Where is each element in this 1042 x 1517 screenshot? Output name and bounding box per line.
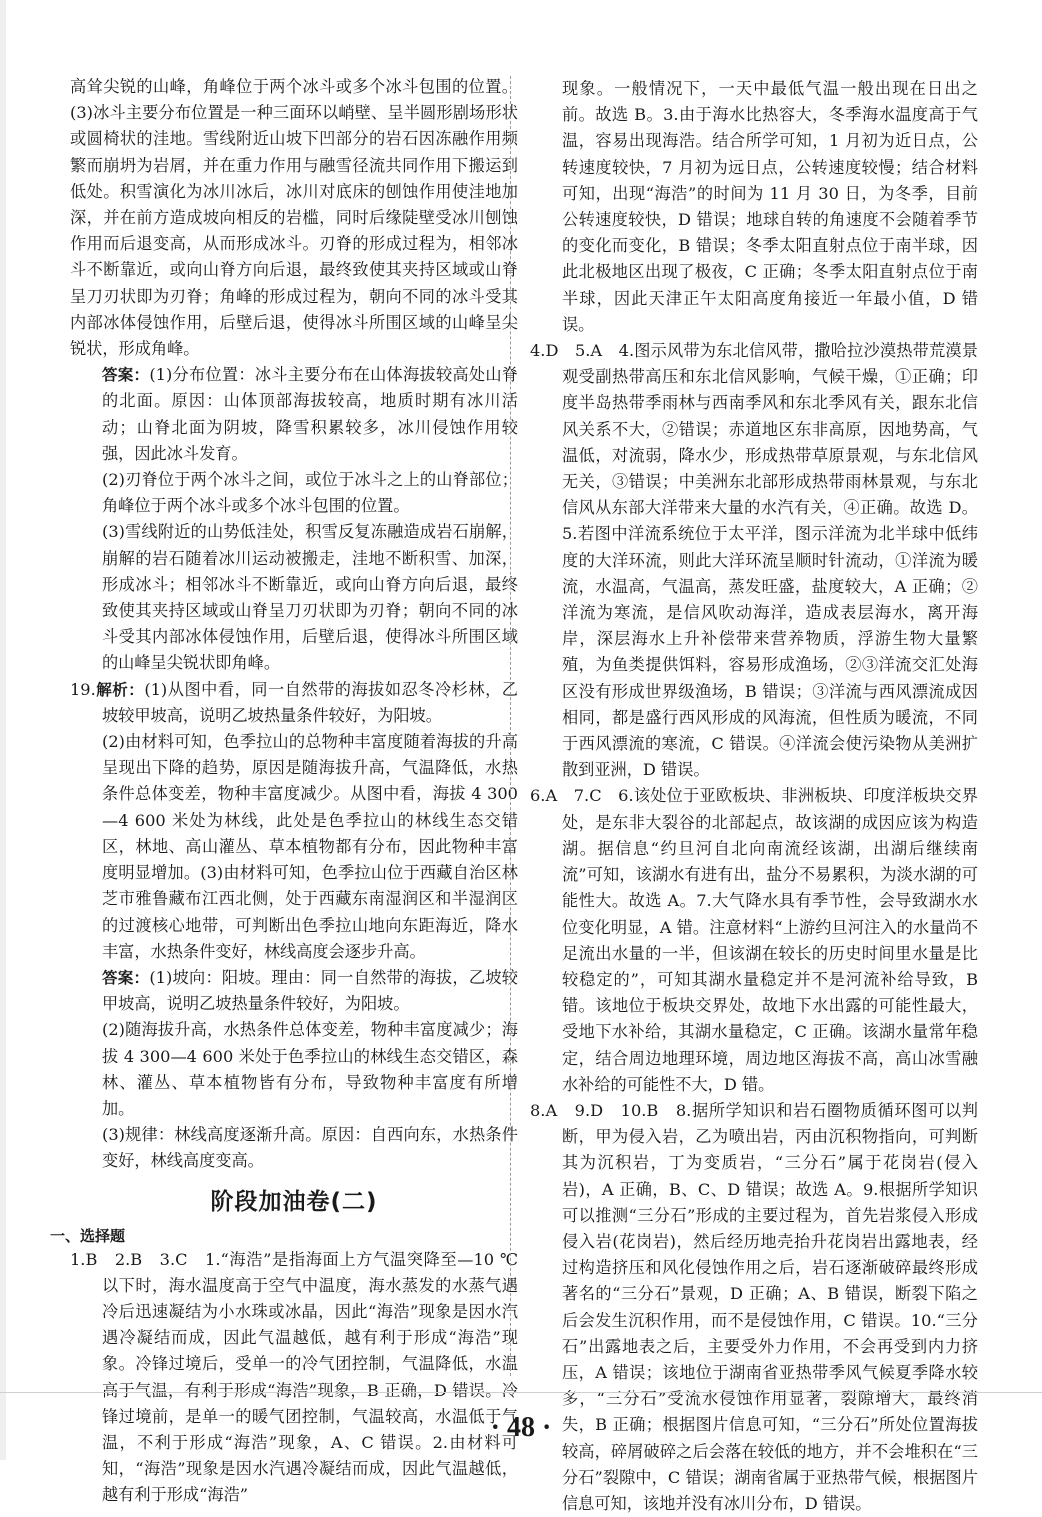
analysis-part-2: (2)由材料可知，色季拉山的总物种丰富度随着海拔的升高呈现出下降的趋势，原因是随海拔升高，气温降低，水热条件总体变差，物种丰富度减少。从图中看，海拔 4 300—4 600 米处为林线，此处是色季拉山的林线生态交错区，林地、高山灌丛、草本植物都有分布，因此物种丰富度明显增加。(3)由材料可知，色季拉山位于西藏自治区林芝市雅鲁藏布江西北侧，处于西藏东南湿润区和半湿润区的过渡核心地带，可判断出色季拉山地向东距海近，降水丰富，水热条件变好，林线高度会逐步升高。 (102, 732, 518, 961)
question-1-3: 1.B 2.B 3.C 1.“海浩”是指海面上方气温突降至—10 ℃以下时，海水温度高于空气中温度，海水蒸发的水蒸气遇冷后迅速凝结为小水珠或冰晶，因此“海浩”现象是因水汽遇冷凝结而成，因此气温越低，越有利于形成“海浩”现象。冷锋过境后，受单一的冷气团控制，气温降低，水温高于气温，有利于形成“海浩”现象，B 正确，D 错误。冷锋过境前，是单一的暖气团控制，气温较高，水温低于气温，不利于形成“海浩”现象，A、C 错误。2.由材料可知，“海浩”现象是因水汽遇冷凝结而成，因此气温越低，越有利于形成“海浩” (70, 1249, 518, 1505)
answer-block (70, 362, 518, 467)
question-number: 19. (70, 679, 96, 699)
answer-19-block (70, 965, 518, 1017)
answer-19-part-3: (3)规律：林线高度逐渐升高。原因：自西向东，水热条件变好，林线高度变高。 (102, 1125, 518, 1171)
analysis-label: 解析： (95, 680, 145, 699)
question-8-10: 8.A 9.D 10.B 8.据所学知识和岩石圈物质循环图可以判断，甲为侵入岩，乙为喷出岩，丙由沉积物指向，可判断其为沉积岩，丁为变质岩，“三分石”属于花岗岩(侵入岩)，A 正确，B、C、D 错误；故选 A。9.根据所学知识可以推测“三分石”形成的主要过程为，首先岩浆侵入形成侵入岩(花岗岩)，然后经历地壳抬升花岗岩出露地表，经过构造挤压和风化侵蚀作用之后，岩石逐渐破碎最终形成著名的“三分石”景观，D 正确；A、B 错误，断裂下陷之后会发生沉积作用，而不是侵蚀作用，C 错误。10.“三分石”出露地表之后，主要受外力作用，不会再受到内力挤压，A 错误；该地位于湖南省亚热带季风气候夏季降水较多，“三分石”受流水侵蚀作用显著，裂隙增大，最终消失，B 正确；根据图片信息可知，“三分石”所处位置海拔较高，碎屑破碎之后会落在较低的地方，并不会堆积在“三分石”裂隙中，C 错误；湖南省属于亚热带气候，根据图片信息可知，该地并没有冰川分布，D 错误。 (530, 1100, 978, 1513)
answer-part-2: (2)刃脊位于两个冰斗之间，或位于冰斗之上的山脊部位；角峰位于两个冰斗或多个冰斗包围的位置。 (102, 470, 518, 516)
question-4-5: 4.D 5.A 4.图示风带为东北信风带，撒哈拉沙漠热带荒漠景观受副热带高压和东北信风影响，气候干燥，①正确；印度半岛热带季雨林与西南季风和东北季风有关，跟东北信风关系不大，②错误；赤道地区东非高原，因地势高，气温低，对流弱，降水少，形成热带草原景观，与东北信风无关，③错误；中美洲东北部形成热带雨林景观，与东北信风从东部大洋带来大量的水汽有关，④正确。故选 D。5.若图中洋流系统位于太平洋，图示洋流为北半球中低纬度的大洋环流，则此大洋环流呈顺时针流动，①洋流为暖流，水温高，气温高，蒸发旺盛，盐度较大，A 正确；②洋流为寒流，是信风吹动海洋，造成表层海水，离开海岸，深层海水上升补偿带来营养物质，浮游生物大量繁殖，为鱼类提供饵料，容易形成渔场，②③洋流交汇处海区没有形成世界级渔场，B 错误；③洋流与西风漂流成因相同，都是盛行西风形成的风海流，但性质为暖流，不同于西风漂流的寒流，C 错误。④洋流会使污染物从美洲扩散到亚洲，D 错误。 (530, 341, 978, 780)
page-number: · 48 · (490, 1412, 552, 1443)
answer-part-3: (3)雪线附近的山势低洼处，积雪反复冻融造成岩石崩解，崩解的岩石随着冰川运动被搬走，洼地不断积雪、加深，形成冰斗；相邻冰斗不断靠近，或向山脊方向后退，最终致使其夹持区域或山脊呈刀刃状即为刃脊；朝向不同的冰斗受其内部冰体侵蚀作用，后壁后退，使得冰斗所围区域的山峰呈尖锐状即角峰。 (102, 522, 518, 673)
explanation-paragraph: 高耸尖锐的山峰，角峰位于两个冰斗或多个冰斗包围的位置。(3)冰斗主要分布位置是一种三面环以峭壁、呈半圆形剧场形状或圆椅状的洼地。雪线附近山坡下凹部分的岩石因冻融作用频繁而崩坍为岩屑，并在重力作用与融雪径流共同作用下搬运到低处。积雪演化为冰川冰后，冰川对底床的刨蚀作用使洼地加深，并在前方造成坡向相反的岩槛，同时后缘陡壁受冰川刨蚀作用而后退变高，从而形成冰斗。刃脊的形成过程为，相邻冰斗不断靠近，或向山脊方向后退，最终致使其夹持区域或山脊呈刀刃状即为刃脊；角峰的形成过程为，朝向不同的冰斗受其内部冰体侵蚀作用，后壁后退，使得冰斗所围区域的山峰呈尖锐状，形成角峰。 (70, 77, 518, 359)
right-column (530, 76, 978, 1517)
analysis-text: (1)从图中看，同一自然带的海拔如忍冬冷杉林，乙坡较甲坡高，说明乙坡热量条件较好，为阳坡。 (102, 679, 518, 725)
answer-19-part-2: (2)随海拔升高，水热条件总体变差，物种丰富度减少；海拔 4 300—4 600 米处于色季拉山的林线生态交错区，森林、灌丛、草本植物皆有分布，导致物种丰富度有所增加。 (102, 1020, 518, 1118)
column-divider (510, 76, 511, 1376)
question-19 (70, 677, 518, 729)
answer-text: (1)坡向：阳坡。理由：同一自然带的海拔，乙坡较甲坡高，说明乙坡热量条件较好，为阳坡。 (102, 967, 518, 1014)
continued-explanation: 现象。一般情况下，一天中最低气温一般出现在日出之前。故选 B。3.由于海水比热容大，冬季海水温度高于气温，容易出现海浩。结合所学可知，1 月初为近日点，公转速度较快，7 月初为远日点，公转速度较慢；结合材料可知，出现“海浩”的时间为 11 月 30 日，为冬季，目前公转速度较快，D 错误；地球自转的角速度不会随着季节的变化而变化，B 错误；冬季太阳直射点位于南半球，因此北极地区出现了极夜，C 正确；冬季太阳直射点位于南半球，因此天津正午太阳高度角接近一年最小值，D 错误。 (562, 79, 978, 334)
question-6-7: 6.A 7.C 6.该处位于亚欧板块、非洲板块、印度洋板块交界处，是东非大裂谷的北部起点，故该湖的成因应该为构造湖。据信息“约旦河自北向南流经该湖，出湖后继续南流”可知，该湖水有进有出，盐分不易累积，为淡水湖的可能性大。故选 A。7.大气降水具有季节性，会导致湖水水位变化明显，A 错。注意材料“上游约旦河注入的水量尚不足流出水量的一半，但该湖在较长的历史时间里水量是比较稳定的”，可知其湖水量稳定并不是河流补给导致，B 错。该地位于板块交界处，故地下水出露的可能性最大，受地下水补给，其湖水量稳定，C 正确。该湖水量常年稳定，结合周边地理环境，周边地区海拔不高，高山冰雪融水补给的可能性不大，D 错。 (530, 786, 978, 1094)
answer-label: 答案： (102, 366, 150, 385)
subsection-heading: 一、选择题 (50, 1226, 126, 1245)
answer-label: 答案： (102, 968, 150, 987)
section-title: 阶段加油卷(二) (210, 1188, 378, 1215)
scan-edge-strip (0, 0, 6, 1460)
left-column (50, 74, 518, 1509)
answer-text: (1)分布位置：冰斗主要分布在山体海拔较高处山脊的北面。原因：山体顶部海拔较高，地质时期有冰川活动；山脊北面为阴坡，降雪积累较多，冰川侵蚀作用较强，因此冰斗发育。 (102, 365, 518, 463)
footer-rule (0, 1392, 1042, 1393)
